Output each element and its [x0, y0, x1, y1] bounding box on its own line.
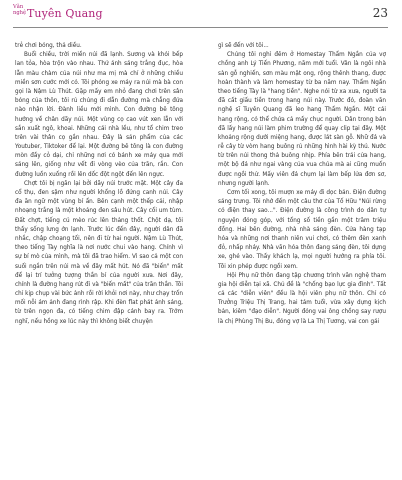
right-column — [218, 42, 386, 327]
page-number: 23 — [372, 6, 388, 20]
paragraph: Chúng tôi nghỉ đêm ở Homestay Thẩm Ngần của vợ chồng anh Lý Tiến Phương, năm mới tuổi. Vân là ngôi nhà sàn gỗ nghiến, sơn màu mật ong, rộng thênh thang, được hoàn thành và làm homestay từ ba năm nay. Thẩm Ngần theo tiếng Tày là "hang tiền". Nghe nói từ xa xưa, người ta đã cất giấu tiền trong hang núi này. Trước đó, đoàn văn nghệ sĩ Tuyên Quang đã leo hang Thẩm Ngần. Một cái hang rộng, có thể chứa cả mấy chục người. Dân trong bản đã lấy hang núi làm phim trường để quay clip tại đây. Một khoảng rộng dưới miệng hang, được lát sàn gỗ. Nhữ đá và rễ cây từ vòm hang buông rủ những hình hài kỳ thú. Nước từ trên núi thong thả buông nhịp. Phía bên trái cửa hang, một bộ đá như ngai vàng của vua chúa mà ai cũng muốn được ngồi thử. Mấy viên đá chụm lại làm bếp lửa đơn sơ, nhưng người lạnh. — [218, 52, 386, 187]
paragraph: Hội Phụ nữ thôn đang tập chương trình văn nghệ tham gia hội diễn tại xã. Chủ đề là "chống bạo lực gia đình". Tất cả các "diễn viên" đều là hội viên phụ nữ thôn. Chỉ có Trưởng Triệu Thị Trang, hai tám tuổi, vừa xây dựng kịch bản, kiêm "đạo diễn". Người đóng vai ông chồng say rượu là chị Phùng Thị Bu, đóng vợ là La Thị Tương, vai con gái — [218, 272, 386, 325]
page-header — [0, 0, 402, 34]
magazine-logo — [13, 5, 123, 29]
paragraph: Buổi chiều, trời miền núi đã lạnh. Sương và khói bếp lan tỏa, hòa trộn vào nhau. Thứ ánh sáng trắng đục, hòa lẫn màu chàm của núi như ma mị mà chỉ ở những chiều miền sơn cước mới có. Tôi phóng xe máy ra núi mà bà con gọi là Nậm Lù Thút. Gặp mấy em nhỏ đang chơi trên sân bóng của thôn, tôi rủ chúng đi dẫn đường mà chẳng đứa nào nhận lời. Đành liều mới mình. Con đường bê tông hướng về chân dãy núi. Một vùng cọ cao vút xen lẫn với sắn xuất ngô, khoai. Những cái nhà lều, như tổ chim treo trên vài thân cọ gần nhau. Đây là sản phẩm của các Youtuber, Tiktoker để lại. Một đường bê tông là con đường mòn đầy cỏ dại, chỉ những nơi có bánh xe máy qua mới sáng lên, giống như vết đi vòng vèo của trăn, rắn. Con đường luồn xuống rồi lên dốc đột ngột đến lên ngực. — [15, 52, 183, 178]
left-column — [15, 42, 183, 327]
paragraph: trẻ chơi bóng, thả diều. — [15, 43, 82, 49]
logo-name: Tuyên Quang — [27, 7, 103, 20]
paragraph: gì sẽ đến với tôi... — [218, 43, 269, 49]
header-divider — [13, 27, 388, 28]
logo-small-bottom: nghệ — [13, 9, 27, 16]
paragraph: Chợt tôi bị ngăn lại bởi dãy núi trước mặt. Một cây đa cổ thụ, đen sậm như người khổng lồ đứng canh núi. Cây đa ăn ngữ một vùng bí ẩn. Bên cạnh một thếp cải, nhập nhoạng trắng là một khoảng đen sâu hút. Cây cối um tùm. Đất chợt, tiếng cú mèo rúc lên thảng thốt. Chột dạ, tôi thấy sống lưng ớn lạnh. Trước lúc đến đây, người dân đã nhắc, chập choạng tối, nên đi từ hai người. Nậm Lù Thút, theo tiếng Tày nghĩa là nơi nước chui vào hang. Chính vì sự bí mò của mình, mà tôi đã trao hiểm. Vì sao cả một con suối ngắn trên núi mà về đây mất hút. Nó đã "biến" mất để lại trí tưởng tượng thần bí của người xưa. Nơi đây, chính là đường hang rút đi và "biến mất" của trăn thần. Tôi chỉ kịp chụp vài bức ảnh rồi rời khỏi nơi này, như chạy trốn mối nỗi ám ảnh đang rình rập. Khi đèn flat phát ánh sáng, từ trên ngọn đa, có tiếng chim đập cánh bay ra. Trớm nghĩ, nếu hồng xe lúc này thì không biết chuyện — [15, 180, 183, 325]
paragraph: Cơm tối xong, tôi mượn xe máy đi dọc bản. Điện đường sáng trưng. Tôi nhớ đến một câu thơ của Tố Hữu "Núi rừng có điện thay sao...". Điện đường là công trình do dân tự nguyện đóng góp, với tổng số tiền gần một trăm triệu đồng. Hai bên đường, nhà nhà sáng đèn. Cửa hàng tạp hóa và những nơi thanh niên vui chơi, có thêm đèn xanh đỏ, nhấp nháy. Nhà văn hóa thôn đang sáng đèn, tôi dựng xe, ghé vào. Thấy khách lạ, mọi người hướng ra phía tôi. Tôi xin phép được ngồi xem. — [218, 190, 386, 270]
logo-small-text — [13, 5, 26, 16]
logo-small-top: Văn — [13, 4, 24, 10]
